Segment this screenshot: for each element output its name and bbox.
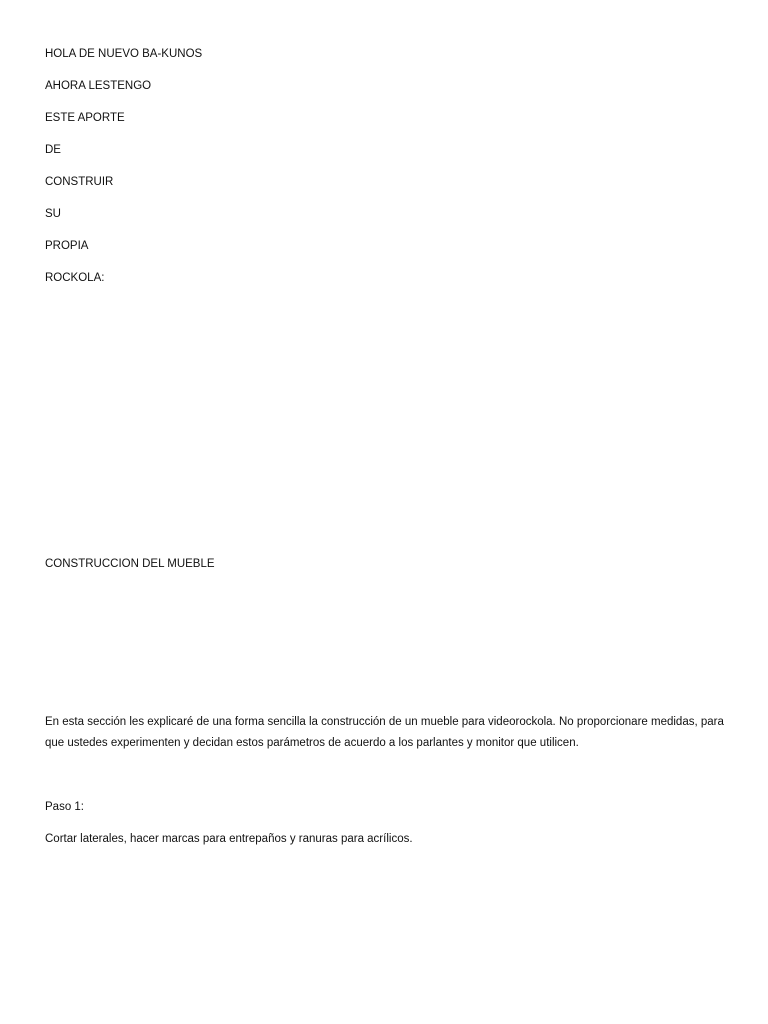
step-text: Cortar laterales, hacer marcas para entrepaños y ranuras para acrílicos. xyxy=(45,833,413,845)
intro-line-4: DE xyxy=(45,144,61,156)
intro-line-8: ROCKOLA: xyxy=(45,272,105,284)
intro-line-3: ESTE APORTE xyxy=(45,112,125,124)
intro-paragraph: En esta sección les explicaré de una forma sencilla la construcción de un mueble para videorockola. No proporcionare medidas, para que ustedes experimenten y decidan estos parámetros de acuerdo a los parlantes y monitor que utilicen. xyxy=(45,716,724,749)
intro-line-2: AHORA LESTENGO xyxy=(45,80,152,92)
intro-line-6: SU xyxy=(45,208,61,220)
intro-line-5: CONSTRUIR xyxy=(45,176,114,188)
step-title: Paso 1: xyxy=(45,801,84,813)
intro-line-1: HOLA DE NUEVO BA-KUNOS xyxy=(45,48,203,60)
intro-line-7: PROPIA xyxy=(45,240,89,252)
section-heading: CONSTRUCCION DEL MUEBLE xyxy=(45,558,215,570)
